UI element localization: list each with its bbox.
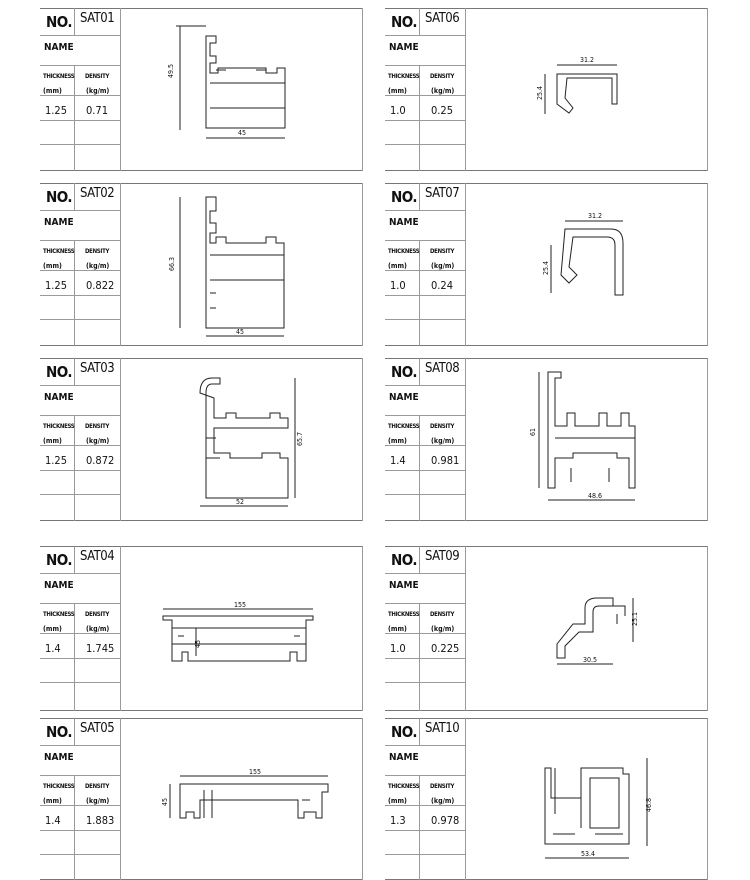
thickness-value: 1.4 xyxy=(390,454,406,467)
thickness-label: THICKNESS xyxy=(43,248,75,255)
no-label: NO. xyxy=(46,723,73,741)
thickness-unit: (mm) xyxy=(388,262,407,270)
dim-label: 45 xyxy=(238,129,247,137)
thickness-value: 1.0 xyxy=(390,104,406,117)
thickness-label: THICKNESS xyxy=(388,783,420,790)
name-label: NAME xyxy=(389,42,419,53)
profile-card xyxy=(40,183,363,346)
density-label: DENSITY xyxy=(85,611,110,618)
density-label: DENSITY xyxy=(85,73,110,80)
profile-card xyxy=(385,546,708,711)
thickness-unit: (mm) xyxy=(388,437,407,445)
dim-label: 52 xyxy=(236,498,245,506)
density-label: DENSITY xyxy=(430,423,455,430)
density-unit: (kg/m) xyxy=(431,797,455,805)
density-value: 0.25 xyxy=(431,104,454,117)
thickness-unit: (mm) xyxy=(43,797,62,805)
density-value: 0.225 xyxy=(431,642,460,655)
no-label: NO. xyxy=(46,13,73,31)
thickness-label: THICKNESS xyxy=(43,423,75,430)
density-unit: (kg/m) xyxy=(431,437,455,445)
thickness-label: THICKNESS xyxy=(388,611,420,618)
name-label: NAME xyxy=(389,580,419,591)
profile-code: SAT01 xyxy=(80,11,115,26)
profile-drawing xyxy=(385,546,708,711)
dim-label: 61 xyxy=(529,427,537,436)
thickness-label: THICKNESS xyxy=(43,73,75,80)
name-label: NAME xyxy=(389,752,419,763)
profile-drawing xyxy=(40,183,363,346)
density-value: 0.978 xyxy=(431,814,460,827)
dim-label: 155 xyxy=(249,768,262,776)
dim-label: 45 xyxy=(161,797,169,806)
profile-drawing xyxy=(40,546,363,711)
density-label: DENSITY xyxy=(430,248,455,255)
name-label: NAME xyxy=(44,42,74,53)
profile-code: SAT03 xyxy=(80,361,115,376)
profile-drawing xyxy=(385,718,708,880)
density-value: 1.883 xyxy=(86,814,115,827)
profile-card xyxy=(40,546,363,711)
density-value: 0.822 xyxy=(86,279,115,292)
dim-label: 66.3 xyxy=(168,256,176,271)
profile-drawing xyxy=(40,8,363,171)
profile-code: SAT04 xyxy=(80,549,115,564)
thickness-unit: (mm) xyxy=(388,625,407,633)
density-unit: (kg/m) xyxy=(86,797,110,805)
thickness-value: 1.25 xyxy=(45,279,68,292)
dim-label: 48.6 xyxy=(588,492,603,500)
profile-drawing xyxy=(385,8,708,171)
thickness-value: 1.3 xyxy=(390,814,406,827)
name-label: NAME xyxy=(44,217,74,228)
density-unit: (kg/m) xyxy=(86,87,110,95)
name-label: NAME xyxy=(44,392,74,403)
profile-card xyxy=(385,358,708,521)
no-label: NO. xyxy=(391,363,418,381)
dim-label: 65.7 xyxy=(296,431,304,446)
density-label: DENSITY xyxy=(85,783,110,790)
thickness-label: THICKNESS xyxy=(388,248,420,255)
profile-drawing xyxy=(40,358,363,521)
profile-drawing xyxy=(40,718,363,880)
density-unit: (kg/m) xyxy=(431,625,455,633)
profile-drawing xyxy=(385,183,708,346)
profile-code: SAT07 xyxy=(425,186,460,201)
name-label: NAME xyxy=(44,752,74,763)
thickness-label: THICKNESS xyxy=(43,611,75,618)
dim-label: 45 xyxy=(236,328,245,336)
density-value: 0.981 xyxy=(431,454,460,467)
density-unit: (kg/m) xyxy=(86,437,110,445)
thickness-label: THICKNESS xyxy=(388,73,420,80)
thickness-value: 1.0 xyxy=(390,279,406,292)
thickness-value: 1.25 xyxy=(45,104,68,117)
thickness-value: 1.0 xyxy=(390,642,406,655)
dim-label: 46.8 xyxy=(645,797,653,812)
density-unit: (kg/m) xyxy=(431,87,455,95)
profile-drawing xyxy=(385,358,708,521)
dim-label: 49.5 xyxy=(167,63,175,78)
profile-card xyxy=(385,718,708,880)
dim-label: 31.2 xyxy=(588,212,603,220)
profile-card xyxy=(385,183,708,346)
profile-code: SAT06 xyxy=(425,11,460,26)
density-value: 0.24 xyxy=(431,279,454,292)
dim-label: 25.1 xyxy=(631,611,639,626)
no-label: NO. xyxy=(391,551,418,569)
density-label: DENSITY xyxy=(85,248,110,255)
thickness-value: 1.4 xyxy=(45,814,61,827)
no-label: NO. xyxy=(391,188,418,206)
thickness-unit: (mm) xyxy=(43,87,62,95)
thickness-value: 1.4 xyxy=(45,642,61,655)
density-label: DENSITY xyxy=(85,423,110,430)
dim-label: 53.4 xyxy=(581,850,596,858)
profile-code: SAT08 xyxy=(425,361,460,376)
dim-label: 31.2 xyxy=(580,56,595,64)
density-label: DENSITY xyxy=(430,611,455,618)
density-unit: (kg/m) xyxy=(86,625,110,633)
dim-label: 155 xyxy=(234,601,247,609)
profile-code: SAT10 xyxy=(425,721,460,736)
density-value: 0.872 xyxy=(86,454,115,467)
thickness-value: 1.25 xyxy=(45,454,68,467)
no-label: NO. xyxy=(391,723,418,741)
density-value: 0.71 xyxy=(86,104,109,117)
profile-card xyxy=(385,8,708,171)
profile-card xyxy=(40,718,363,880)
thickness-unit: (mm) xyxy=(388,87,407,95)
thickness-unit: (mm) xyxy=(43,437,62,445)
density-unit: (kg/m) xyxy=(86,262,110,270)
dim-label: 25.4 xyxy=(536,85,544,100)
density-unit: (kg/m) xyxy=(431,262,455,270)
profile-code: SAT02 xyxy=(80,186,115,201)
thickness-unit: (mm) xyxy=(43,262,62,270)
density-label: DENSITY xyxy=(430,783,455,790)
profile-code: SAT05 xyxy=(80,721,115,736)
thickness-unit: (mm) xyxy=(388,797,407,805)
density-label: DENSITY xyxy=(430,73,455,80)
no-label: NO. xyxy=(391,13,418,31)
density-value: 1.745 xyxy=(86,642,115,655)
profile-card xyxy=(40,358,363,521)
thickness-label: THICKNESS xyxy=(388,423,420,430)
name-label: NAME xyxy=(389,392,419,403)
thickness-label: THICKNESS xyxy=(43,783,75,790)
no-label: NO. xyxy=(46,551,73,569)
dim-label: 30.5 xyxy=(583,656,598,664)
no-label: NO. xyxy=(46,363,73,381)
profile-card xyxy=(40,8,363,171)
no-label: NO. xyxy=(46,188,73,206)
name-label: NAME xyxy=(44,580,74,591)
profile-code: SAT09 xyxy=(425,549,460,564)
name-label: NAME xyxy=(389,217,419,228)
thickness-unit: (mm) xyxy=(43,625,62,633)
dim-label: 45 xyxy=(194,639,202,648)
dim-label: 25.4 xyxy=(542,260,550,275)
